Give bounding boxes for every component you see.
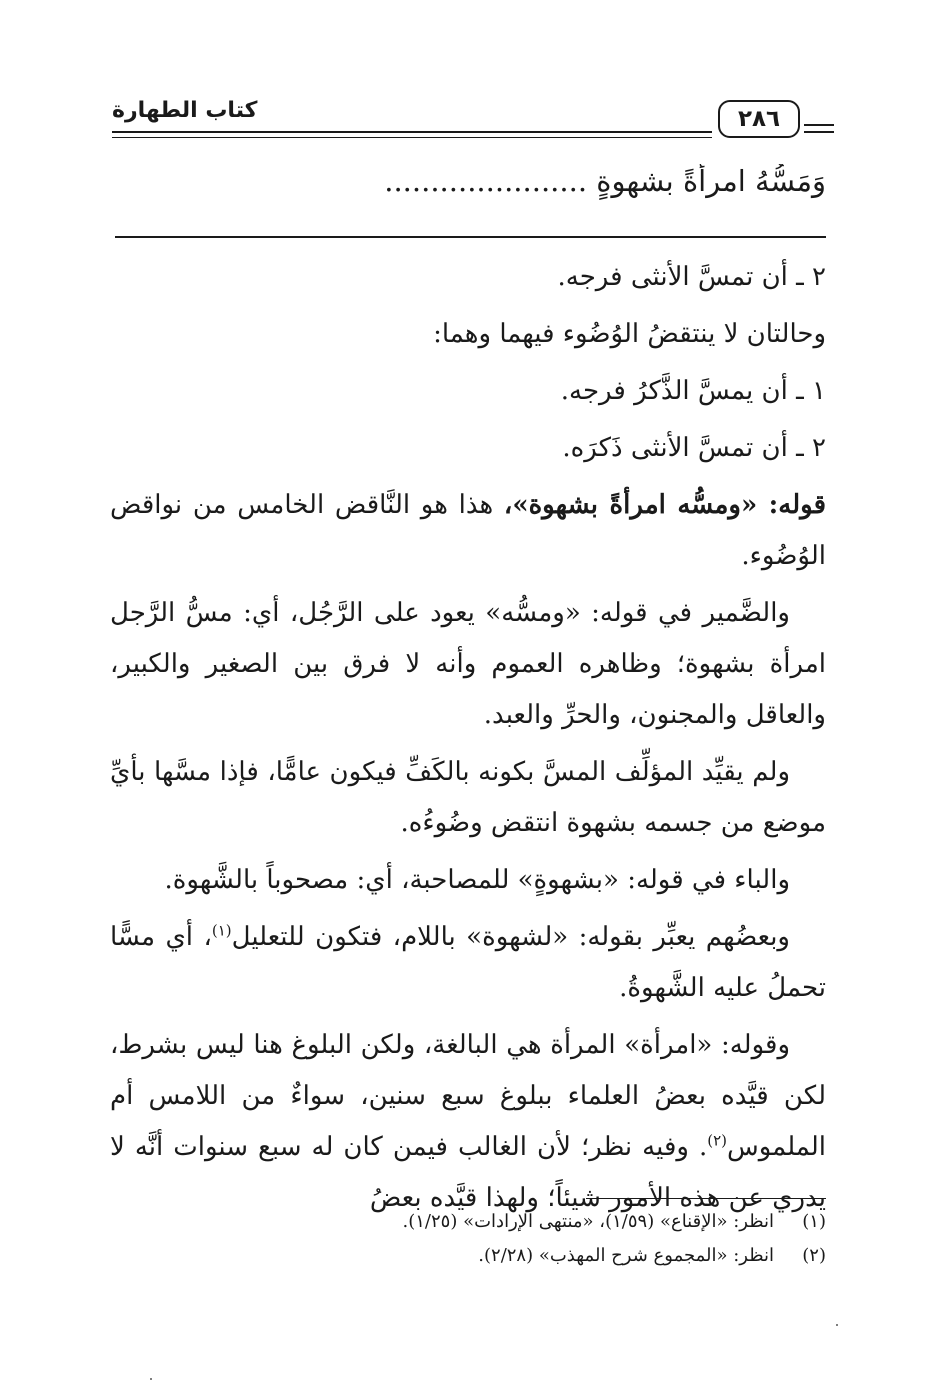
footnote-ref[interactable]: (١) bbox=[211, 921, 232, 940]
paragraph: والباء في قوله: «بشهوةٍ» للمصاحبة، أي: مصحوباً بالشَّهوة. bbox=[164, 865, 790, 895]
footnote-text: انظر: «المجموع شرح المهذب» (٢/٢٨). bbox=[478, 1245, 774, 1266]
footnote-divider bbox=[586, 1198, 826, 1199]
scan-speck bbox=[836, 1324, 838, 1326]
paragraph: ٢ ـ أن تمسَّ الأنثى ذَكرَه. bbox=[562, 433, 826, 463]
paragraph: ٢ ـ أن تمسَّ الأنثى فرجه. bbox=[557, 262, 826, 292]
paragraph: ولم يقيِّد المؤلِّف المسَّ بكونه بالكَفِّ فيكون عامًّا، فإذا مسَّها بأيِّ موضع من جسمه بشهوة انتقض وضُوءُه. bbox=[110, 757, 826, 838]
paragraph bbox=[110, 1020, 826, 1224]
paragraph-text: . وفيه نظر؛ لأن الغالب فيمن كان له سبع سنوات أنَّه لا يدري عن هذه الأمور شيئاً؛ ولهذا قيَّده بعضُ bbox=[110, 1132, 826, 1213]
matn-divider bbox=[115, 236, 826, 238]
header-rule bbox=[112, 131, 712, 133]
paragraph bbox=[110, 480, 826, 582]
footnotes bbox=[110, 1205, 826, 1273]
scan-speck bbox=[150, 1378, 152, 1380]
header-rule-thin bbox=[112, 137, 712, 138]
footnote-text: انظر: «الإقناع» (١/٥٩)، «منتهى الإرادات» (١/٢٥). bbox=[402, 1211, 774, 1232]
paragraph-text: ، أي مسًّا تحملُ عليه الشَّهوةُ. bbox=[110, 922, 826, 1003]
paragraph bbox=[110, 912, 826, 1014]
footnote bbox=[110, 1239, 826, 1273]
footnote-number: (٢) bbox=[802, 1245, 826, 1266]
paragraph: والضَّمير في قوله: «ومسُّه» يعود على الرَّجُل، أي: مسُّ الرَّجل امرأة بشهوة؛ وظاهره العموم وأنه لا فرق بين الصغير والكبير، والعاقل والمجنون، والحرِّ والعبد. bbox=[110, 598, 826, 730]
paragraph-text: وقوله: «امرأة» المرأة هي البالغة، ولكن البلوغ هنا ليس بشرط، لكن قيَّده بعضُ العلماء ببلوغ سبع سنين، سواءٌ من اللامس أم الملموس bbox=[110, 1030, 826, 1162]
paragraph-text: وبعضُهم يعبِّر بقوله: «لشهوة» باللام، فتكون للتعليل bbox=[231, 922, 790, 952]
book-title: كتاب الطهارة bbox=[112, 98, 258, 123]
header-rule-right-lower bbox=[804, 131, 834, 133]
footnote-number: (١) bbox=[802, 1211, 826, 1232]
header-rule-right bbox=[804, 124, 834, 126]
page-number: ٢٨٦ bbox=[718, 100, 800, 138]
footnote-ref[interactable]: (٢) bbox=[707, 1131, 727, 1150]
footnote bbox=[110, 1205, 826, 1239]
body-text bbox=[110, 252, 826, 1224]
running-header bbox=[112, 98, 826, 142]
paragraph: وحالتان لا ينتقضُ الوُضُوء فيهما وهما: bbox=[433, 319, 826, 349]
paragraph: ١ ـ أن يمسَّ الذَّكرُ فرجه. bbox=[560, 376, 826, 406]
qawl-heading: قوله: «ومسُّه امرأةً بشهوة»، bbox=[503, 490, 827, 520]
matn-text: وَمَسُّهُ امرأةً بشهوةٍ ...................... bbox=[384, 164, 826, 198]
paragraph-text: هذا هو النَّاقض الخامس من نواقض الوُضُوء. bbox=[110, 490, 826, 571]
